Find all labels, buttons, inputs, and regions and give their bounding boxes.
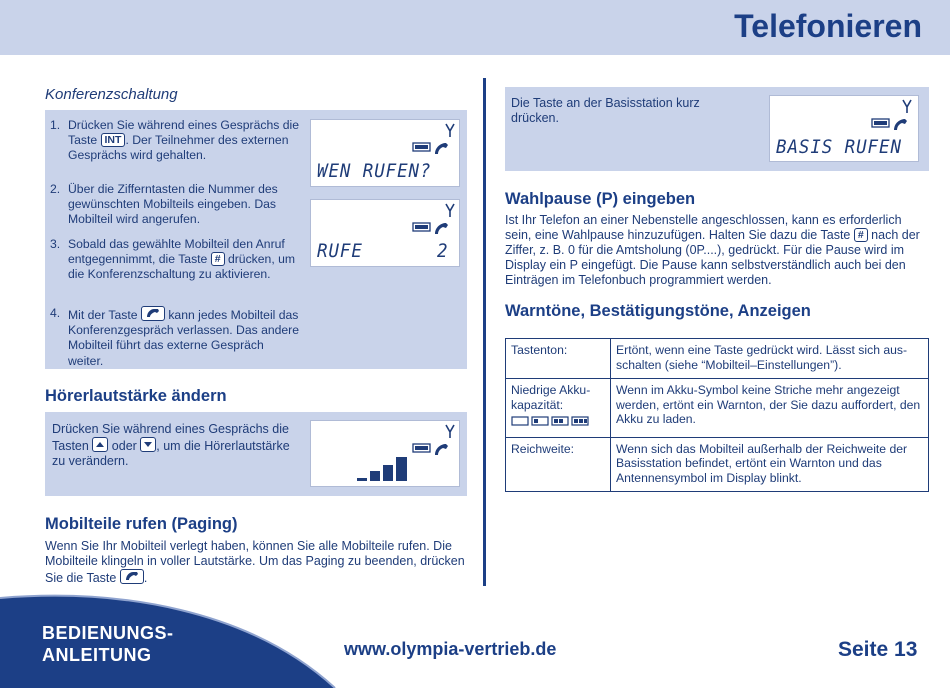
lcd-text-right: 2 xyxy=(437,240,449,262)
battery-icon xyxy=(872,119,889,127)
lcd-display-volume xyxy=(310,420,460,487)
hash-key-icon: # xyxy=(211,252,225,266)
step-text-part: Sobald das gewählte Mobilteil den Anruf entgegennimmt, die Taste xyxy=(68,237,285,267)
table-cell-desc: Wenn sich das Mobilteil außerhalb der Reichweite der Basisstation befindet, ertönt ein Warnton und das Antennensymbol im Display blinkt. xyxy=(611,437,929,492)
step-number: 1. xyxy=(50,118,61,132)
paging-text xyxy=(45,539,465,586)
step-text-part: Drücken Sie während eines Gesprächs die Taste xyxy=(68,118,300,148)
step-number: 3. xyxy=(50,237,61,251)
step-number: 4. xyxy=(50,306,61,320)
table-cell-label: Reichweite: xyxy=(506,437,611,492)
warn-table xyxy=(505,338,929,492)
step-text-part: . Der Teilnehmer des externen Gesprächs wird gehalten. xyxy=(68,133,289,163)
battery-levels-icon xyxy=(511,415,591,427)
battery-icon xyxy=(413,444,430,452)
paging-text-end: . xyxy=(143,571,148,585)
step-text-part: Mit der Taste xyxy=(68,308,141,322)
table-cell-label xyxy=(506,379,611,438)
volume-bars-icon xyxy=(357,457,407,481)
handset-icon xyxy=(435,223,448,234)
wahlpause-heading: Wahlpause (P) eingeben xyxy=(505,190,696,208)
wahlpause-text-part: Ist Ihr Telefon an einer Nebenstelle angeschlossen, kann es erforderlich sein, eine Wahlpause hinzuzufügen. Halten Sie dazu die Taste xyxy=(505,213,902,242)
antenna-icon xyxy=(903,100,911,113)
basis-text: Die Taste an der Basisstation kurz drücken. xyxy=(511,96,700,125)
footer-label-line1: BEDIENUNGS- xyxy=(42,623,174,643)
handset-icon xyxy=(435,444,448,455)
lcd-display-rufe xyxy=(310,199,460,267)
warn-heading: Warntöne, Bestätigungstöne, Anzeigen xyxy=(505,302,811,320)
step-text: Über die Zifferntasten die Nummer des gewünschten Mobilteils eingeben. Das Mobilteil wird angerufen. xyxy=(68,182,278,227)
step-text-part: kann jedes Mobilteil das Konferenzgespräch verlassen. Das andere Mobilteil führt das externe Gespräch weiter. xyxy=(68,308,300,368)
wahlpause-text-part: nach der Ziffer, z. B. 0 für die Amtsholung (0P....), gedrückt. Für die Pause wird im Display ein P eingefügt. Die Pause kann selbstverständlich auch bei den Einträgen im Telefonbuch programmiert werden. xyxy=(505,228,920,287)
hoerer-text xyxy=(52,422,292,469)
page-title: Telefonieren xyxy=(734,8,922,44)
battery-icon xyxy=(413,223,430,231)
hoerer-text-part: oder xyxy=(108,439,141,453)
table-row xyxy=(506,379,929,438)
lcd-text: BASIS RUFEN xyxy=(776,136,902,158)
paging-heading: Mobilteile rufen (Paging) xyxy=(45,515,238,533)
up-arrow-icon xyxy=(92,437,108,452)
footer-label-line2: ANLEITUNG xyxy=(42,645,152,665)
handset-icon xyxy=(894,119,907,130)
table-cell-desc: Ertönt, wenn eine Taste gedrückt wird. Lässt sich aus-schalten (siehe “Mobilteil–Einstellungen”). xyxy=(611,339,929,379)
table-cell-label-text: Niedrige Akku-kapazität: xyxy=(511,383,591,412)
step-number: 2. xyxy=(50,182,61,196)
antenna-icon xyxy=(446,425,454,438)
hash-key-icon: # xyxy=(854,228,868,242)
table-row xyxy=(506,339,929,379)
konferenz-heading: Konferenzschaltung xyxy=(45,86,178,103)
down-arrow-icon xyxy=(140,437,156,452)
table-row xyxy=(506,437,929,492)
footer-url[interactable]: www.olympia-vertrieb.de xyxy=(344,639,557,659)
step-text xyxy=(68,118,300,164)
hoerer-text-part: , um die Hörerlautstärke zu verändern. xyxy=(52,439,290,468)
column-divider xyxy=(483,78,486,586)
step-text-part: drücken, um die Konferenzschaltung zu aktivieren. xyxy=(68,252,296,282)
lcd-display-basis-rufen xyxy=(769,95,919,162)
table-cell-desc: Wenn im Akku-Symbol keine Striche mehr angezeigt werden, ertönt ein Warnton, der Sie dazu auffordert, den Akku zu laden. xyxy=(611,379,929,438)
wahlpause-text xyxy=(505,213,930,288)
battery-icon xyxy=(413,143,430,151)
lcd-text: WEN RUFEN? xyxy=(317,160,432,182)
paging-text-part: Wenn Sie Ihr Mobilteil verlegt haben, können Sie alle Mobilteile rufen. Die Mobilteile klingeln in voller Lautstärke. Um das Paging zu beenden, drücken Sie die Taste xyxy=(45,539,465,585)
hoerer-text-part: Drücken Sie während eines Gesprächs die Tasten xyxy=(52,422,289,453)
antenna-icon xyxy=(446,204,454,217)
table-cell-label: Tastenton: xyxy=(506,339,611,379)
step-text xyxy=(68,306,300,369)
handset-key-icon xyxy=(120,569,144,584)
step-text xyxy=(68,237,300,283)
lcd-text-left: RUFE xyxy=(317,240,363,262)
hoerer-heading: Hörerlautstärke ändern xyxy=(45,387,227,405)
antenna-icon xyxy=(446,124,454,137)
handset-key-icon xyxy=(141,306,165,321)
lcd-display-wen-rufen xyxy=(310,119,460,187)
page-number: Seite 13 xyxy=(838,638,918,661)
int-key-icon: INT xyxy=(101,133,126,147)
handset-icon xyxy=(435,143,448,154)
